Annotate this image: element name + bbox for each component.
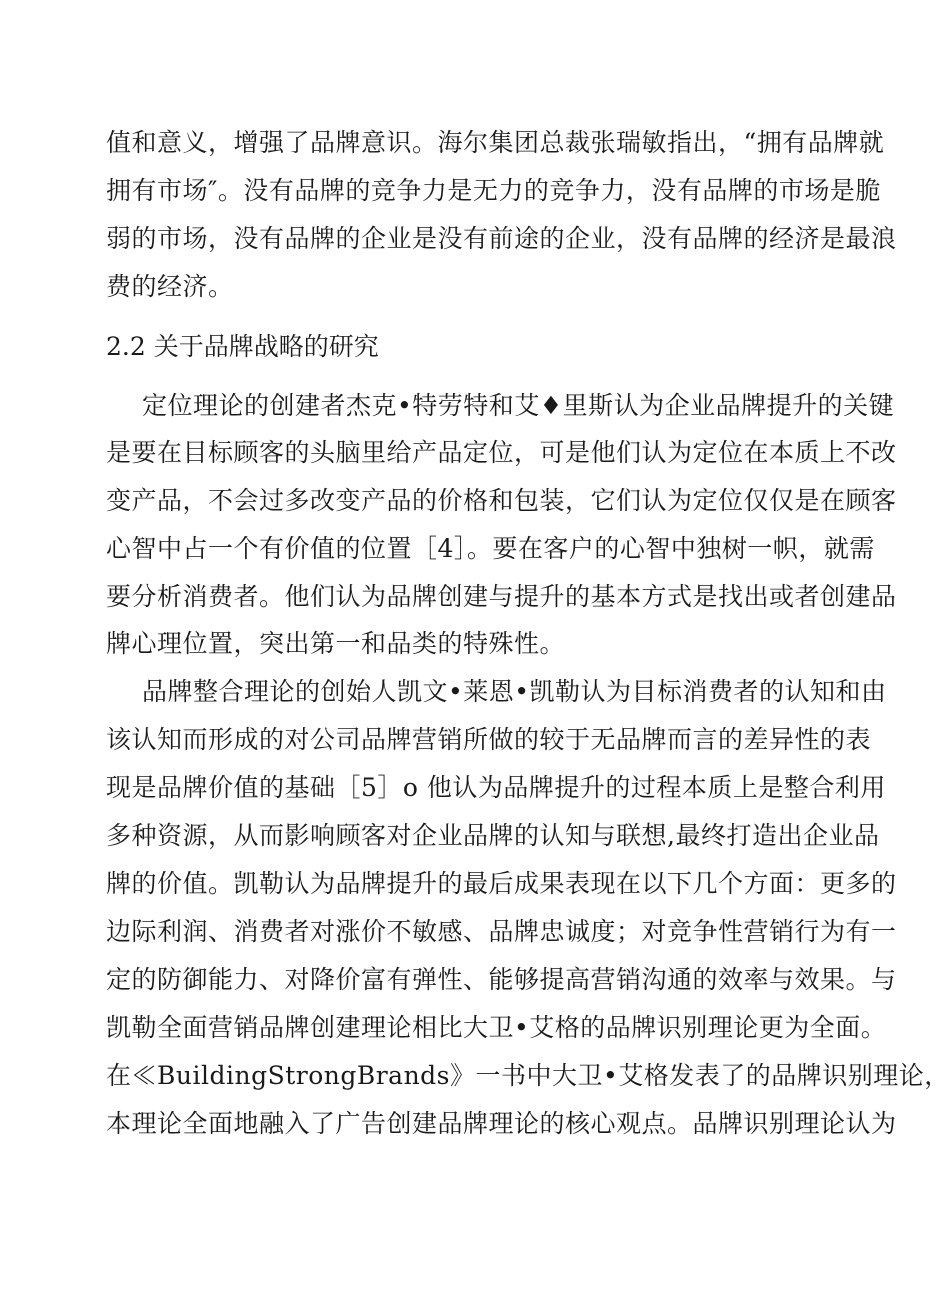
paragraph-3-line-4: 多种资源，从而影响顾客对企业品牌的认知与联想,最终打造出企业品 [106, 821, 880, 850]
section-heading: 2.2 关于品牌战略的研究 [106, 332, 379, 361]
paragraph-2-line-6: 牌心理位置，突出第一和品类的特殊性。 [106, 629, 566, 658]
paragraph-3-line-9: 在≪BuildingStrongBrands》一书中大卫•艾格发表了的品牌识别理论， [106, 1061, 950, 1090]
paragraph-1-line-4: 费的经济。 [106, 272, 234, 301]
paragraph-1-line-2: 拥有市场″。没有品牌的竞争力是无力的竞争力，没有品牌的市场是脆 [106, 176, 881, 205]
paragraph-1-line-3: 弱的市场，没有品牌的企业是没有前途的企业，没有品牌的经济是最浪 [106, 224, 897, 253]
paragraph-2-line-1: 定位理论的创建者杰克•特劳特和艾♦里斯认为企业品牌提升的关键 [142, 391, 895, 420]
paragraph-3-line-2: 该认知而形成的对公司品牌营销所做的较于无品牌而言的差异性的表 [106, 725, 872, 754]
paragraph-3-line-1: 品牌整合理论的创始人凯文•莱恩•凯勒认为目标消费者的认知和由 [142, 677, 887, 706]
paragraph-2-line-3: 变产品，不会过多改变产品的价格和包装，它们认为定位仅仅是在顾客 [106, 486, 897, 515]
paragraph-3-line-5: 牌的价值。凯勒认为品牌提升的最后成果表现在以下几个方面：更多的 [106, 869, 897, 898]
paragraph-2-line-2: 是要在目标顾客的头脑里给产品定位，可是他们认为定位在本质上不改 [106, 438, 897, 467]
paragraph-3-line-6: 边际利润、消费者对涨价不敏感、品牌忠诚度；对竞争性营销行为有一 [106, 917, 897, 946]
paragraph-3-line-3: 现是品牌价值的基础［5］o 他认为品牌提升的过程本质上是整合利用 [106, 773, 886, 802]
paragraph-3-line-10: 本理论全面地融入了广告创建品牌理论的核心观点。品牌识别理论认为 [106, 1109, 897, 1138]
paragraph-2-line-4: 心智中占一个有价值的位置［4］。要在客户的心智中独树一帜，就需 [106, 534, 875, 563]
paragraph-1-line-1: 值和意义，增强了品牌意识。海尔集团总裁张瑞敏指出，“拥有品牌就 [106, 128, 885, 157]
paragraph-3-line-7: 定的防御能力、对降价富有弹性、能够提高营销沟通的效率与效果。与 [106, 965, 897, 994]
paragraph-3-line-8: 凯勒全面营销品牌创建理论相比大卫•艾格的品牌识别理论更为全面。 [106, 1013, 887, 1042]
paragraph-2-line-5: 要分析消费者。他们认为品牌创建与提升的基本方式是找出或者创建品 [106, 582, 897, 611]
